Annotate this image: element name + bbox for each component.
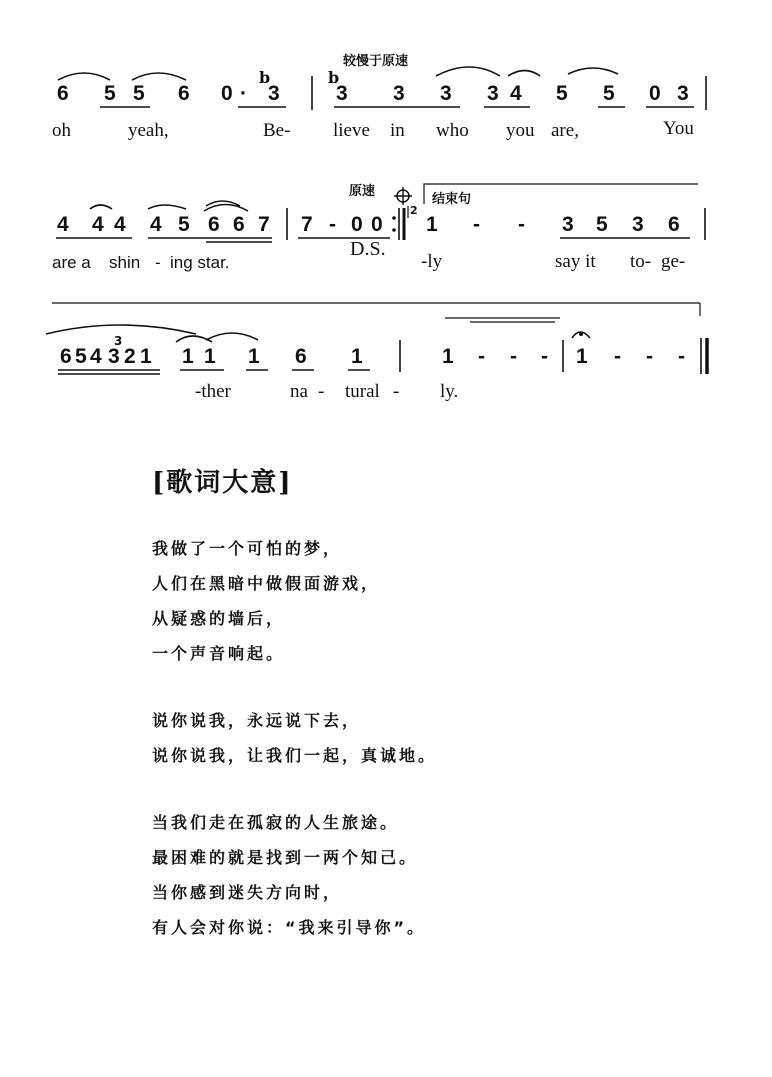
note: 4 — [150, 213, 162, 236]
slur-arc — [46, 325, 196, 334]
note: 4 — [90, 345, 102, 368]
dash: - — [518, 213, 525, 236]
lyric: in — [390, 120, 405, 141]
volta-number: 2 — [410, 204, 418, 217]
note: 1 — [426, 213, 438, 236]
note: 5 — [603, 82, 615, 105]
slur-arc — [204, 205, 248, 212]
translation-line: 我做了一个可怕的梦， — [152, 539, 343, 558]
lyric: ly. — [440, 381, 459, 402]
slur-arc — [508, 71, 540, 77]
notation-strokes — [0, 0, 772, 420]
note: 3 — [562, 213, 574, 236]
note: 1 — [442, 345, 454, 368]
note: 5 — [178, 213, 190, 236]
note: 3 — [336, 82, 348, 105]
lyric: say it — [555, 251, 596, 272]
note: 5 — [104, 82, 116, 105]
note: 6 — [60, 345, 71, 368]
translation-line: 有人会对你说：“我来引导你”。 — [152, 918, 427, 937]
note: 5 — [556, 82, 568, 105]
slur-arc — [132, 73, 186, 80]
note: 1 — [182, 345, 194, 368]
triplet-number: 3 — [114, 334, 123, 348]
note: 5 — [75, 345, 87, 368]
lyric: - — [393, 381, 400, 402]
lyric: are, — [551, 120, 579, 141]
coda-sign — [394, 187, 412, 205]
lyric: Be- — [263, 120, 291, 141]
dash: - — [329, 213, 336, 236]
translation-heading: [歌词大意] — [152, 468, 293, 498]
lyric: You — [663, 118, 694, 139]
tempo-direction-original: 原速 — [349, 184, 376, 199]
lyric: -ly — [421, 251, 443, 272]
note: 4 — [92, 213, 104, 236]
note: 6 — [233, 213, 245, 236]
augmentation-dot: · — [240, 82, 247, 105]
translation-line: 当我们走在孤寂的人生旅途。 — [152, 813, 400, 832]
note: 7 — [301, 213, 313, 236]
lyric: ge- — [661, 251, 686, 272]
lyric: lieve — [333, 120, 370, 141]
tempo-direction-slower: 较慢于原速 — [343, 54, 409, 69]
note: 0 — [649, 82, 661, 105]
translation-line: 说你说我，永远说下去， — [152, 711, 362, 730]
dash: - — [541, 345, 548, 368]
note: 3 — [440, 82, 452, 105]
lyric: - — [318, 381, 325, 402]
translation-line: 说你说我，让我们一起，真诚地。 — [152, 746, 438, 765]
note: 4 — [57, 213, 69, 236]
note: 6 — [178, 82, 190, 105]
note: 3 — [677, 82, 689, 105]
dash: - — [614, 345, 621, 368]
note: 1 — [140, 345, 152, 368]
note: 3 — [108, 345, 120, 368]
ending-label: 结束句 — [432, 192, 472, 207]
slur-arc — [58, 73, 110, 80]
lyric: who — [436, 120, 469, 141]
note: 3 — [268, 82, 280, 105]
lyric: tural — [345, 381, 380, 402]
lyric: oh — [52, 120, 71, 141]
lyric: shin — [109, 253, 141, 272]
note: 2 — [124, 345, 136, 368]
dal-segno-label: D.S. — [350, 238, 386, 260]
note: 1 — [248, 345, 260, 368]
flat-sign: b — [259, 68, 271, 87]
slur-arc — [436, 67, 500, 76]
note: 3 — [632, 213, 644, 236]
note: 3 — [393, 82, 405, 105]
translation-line: 人们在黑暗中做假面游戏， — [152, 574, 381, 593]
note: 0 — [351, 213, 363, 236]
lyric: - — [155, 253, 161, 272]
note: 6 — [208, 213, 220, 236]
slur-arc — [568, 68, 618, 74]
note: 4 — [114, 213, 126, 236]
fermata-dot — [579, 332, 583, 336]
note: 7 — [258, 213, 270, 236]
note: 1 — [204, 345, 216, 368]
dash: - — [646, 345, 653, 368]
lyric: are a — [52, 253, 91, 272]
note: 0 — [221, 82, 233, 105]
note: 1 — [576, 345, 588, 368]
translation-line: 当你感到迷失方向时， — [152, 883, 343, 902]
dash: - — [510, 345, 517, 368]
note: 0 — [371, 213, 383, 236]
note: 3 — [487, 82, 499, 105]
dash: - — [478, 345, 485, 368]
lyric: yeah, — [128, 120, 169, 141]
lyric: -ther — [195, 381, 231, 402]
dash: - — [473, 213, 480, 236]
lyric: na — [290, 381, 308, 402]
note: 6 — [57, 82, 69, 105]
flat-sign: b — [328, 68, 340, 87]
slur-arc — [90, 205, 112, 209]
lyric: to- — [630, 251, 652, 272]
note: 5 — [133, 82, 145, 105]
note: 6 — [295, 345, 307, 368]
note: 1 — [351, 345, 363, 368]
note: 4 — [510, 82, 522, 105]
translation-line: 最困难的就是找到一两个知己。 — [152, 848, 419, 867]
slur-arc — [206, 333, 258, 340]
slur-arc — [148, 205, 186, 209]
lyric: you — [506, 120, 535, 141]
dash: - — [678, 345, 685, 368]
lyric: ing star. — [170, 253, 230, 272]
note: 6 — [668, 213, 680, 236]
translation-line: 从疑惑的墙后， — [152, 609, 286, 628]
translation-line: 一个声音响起。 — [152, 644, 286, 663]
note: 5 — [596, 213, 608, 236]
